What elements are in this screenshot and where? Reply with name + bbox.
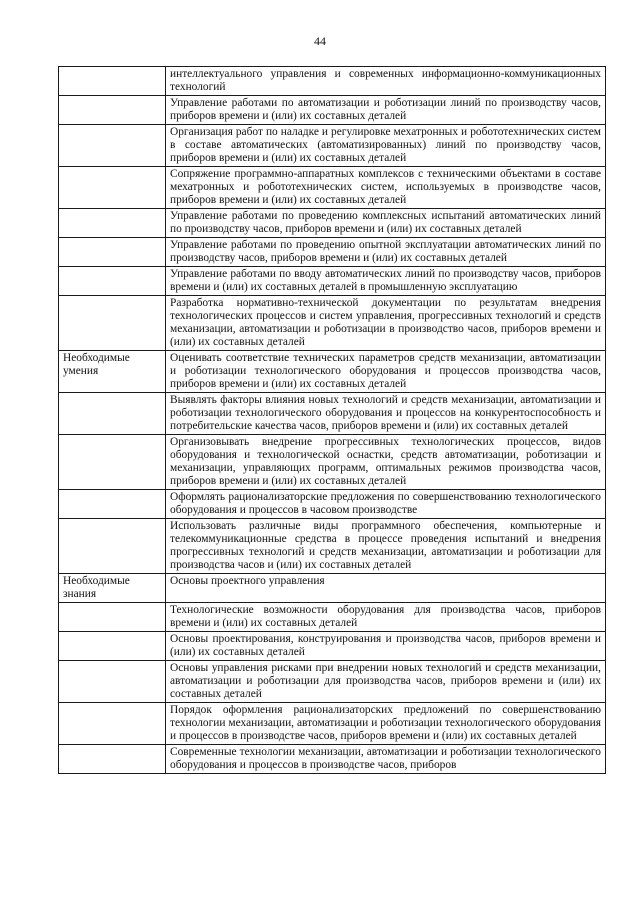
row-label-cell xyxy=(59,96,166,125)
row-label-cell xyxy=(59,167,166,209)
table-row xyxy=(59,238,606,267)
requirement-text: Организация работ по наладке и регулировке мехатронных и робототехнических систем в составе автоматических (автоматизированных) линий по производству часов, приборов времени и (или) их составных деталей xyxy=(166,125,606,167)
requirement-text: Управление работами по вводу автоматических линий по производству часов, приборов времени и (или) их составных деталей в промышленную эксплуатацию xyxy=(166,267,606,296)
requirement-text: Выявлять факторы влияния новых технологий и средств механизации, автоматизации и роботизации технологического оборудования и процессов на конкурентоспособность и потребительские качества часов, приборов времени и (или) их составных деталей xyxy=(166,393,606,435)
table-row xyxy=(59,167,606,209)
requirement-text: Управление работами по проведению опытной эксплуатации автоматических линий по производству часов, приборов времени и (или) их составных деталей xyxy=(166,238,606,267)
row-label-cell xyxy=(59,393,166,435)
requirement-text: Оценивать соответствие технических параметров средств механизации, автоматизации и роботизации технологического оборудования и процессов производства часов, приборов времени и (или) их составных деталей xyxy=(166,351,606,393)
section-label: Необходимые знания xyxy=(63,575,130,600)
row-label-cell xyxy=(59,703,166,745)
table-row xyxy=(59,96,606,125)
requirement-text: Порядок оформления рационализаторских предложений по совершенствованию технологии механизации, автоматизации и роботизации технологического оборудования и процессов в производстве часов, приборов времени и (или) их составных деталей xyxy=(166,703,606,745)
table-row xyxy=(59,209,606,238)
row-label-cell xyxy=(59,632,166,661)
requirements-table-body xyxy=(59,67,606,774)
table-row xyxy=(59,574,606,603)
requirement-text: Основы проектирования, конструирования и производства часов, приборов времени и (или) их составных деталей xyxy=(166,632,606,661)
requirement-text: Управление работами по автоматизации и роботизации линий по производству часов, приборов времени и (или) их составных деталей xyxy=(166,96,606,125)
table-row xyxy=(59,519,606,574)
row-label-cell xyxy=(59,745,166,774)
row-label-cell xyxy=(59,603,166,632)
row-label-cell xyxy=(59,519,166,574)
row-label-cell xyxy=(59,238,166,267)
table-row xyxy=(59,703,606,745)
table-row xyxy=(59,490,606,519)
table-row xyxy=(59,603,606,632)
table-row xyxy=(59,351,606,393)
row-label-cell xyxy=(59,661,166,703)
table-row xyxy=(59,435,606,490)
requirement-text: интеллектуального управления и современных информационно-коммуникационных технологий xyxy=(166,67,606,96)
requirement-text: Основы управления рисками при внедрении новых технологий и средств механизации, автоматизации и роботизации для производства часов, приборов времени и (или) их составных деталей xyxy=(166,661,606,703)
table-row xyxy=(59,296,606,351)
requirement-text: Использовать различные виды программного обеспечения, компьютерные и телекоммуникационные средства в процессе проведения испытаний и внедрения прогрессивных технологий и средств механизации, автоматизации и роботизации для производства часов и (или) их составных деталей xyxy=(166,519,606,574)
table-row xyxy=(59,745,606,774)
row-label-cell xyxy=(59,125,166,167)
row-label-cell xyxy=(59,435,166,490)
table-row xyxy=(59,393,606,435)
requirement-text: Сопряжение программно-аппаратных комплексов с техническими объектами в составе мехатронных и робототехнических систем, используемых в производстве часов, приборов времени и (или) их составных деталей xyxy=(166,167,606,209)
row-label-cell xyxy=(59,351,166,393)
table-row xyxy=(59,67,606,96)
requirement-text: Основы проектного управления xyxy=(166,574,606,603)
requirement-text: Управление работами по проведению комплексных испытаний автоматических линий по производству часов, приборов времени и (или) их составных деталей xyxy=(166,209,606,238)
requirement-text: Разработка нормативно-технической документации по результатам внедрения технологических процессов и систем управления, прогрессивных технологий и средств механизации, автоматизации и роботизации в производство часов, приборов времени и (или) их составных деталей xyxy=(166,296,606,351)
requirements-table xyxy=(58,66,606,774)
row-label-cell xyxy=(59,490,166,519)
row-label-cell xyxy=(59,67,166,96)
row-label-cell xyxy=(59,296,166,351)
page-number: 44 xyxy=(314,34,326,48)
row-label-cell xyxy=(59,267,166,296)
table-row xyxy=(59,267,606,296)
table-row xyxy=(59,125,606,167)
requirement-text: Технологические возможности оборудования для производства часов, приборов времени и (или) их составных деталей xyxy=(166,603,606,632)
row-label-cell xyxy=(59,574,166,603)
requirement-text: Современные технологии механизации, автоматизации и роботизации технологического оборудования и процессов в производстве часов, приборов xyxy=(166,745,606,774)
table-row xyxy=(59,632,606,661)
table-row xyxy=(59,661,606,703)
requirement-text: Оформлять рационализаторские предложения по совершенствованию технологического оборудования и процессов в часовом производстве xyxy=(166,490,606,519)
requirement-text: Организовывать внедрение прогрессивных технологических процессов, видов оборудования и технологической оснастки, средств автоматизации, роботизации и механизации, управляющих программ, оптимальных режимов производства часов, приборов времени и (или) их составных деталей xyxy=(166,435,606,490)
row-label-cell xyxy=(59,209,166,238)
section-label: Необходимые умения xyxy=(63,352,130,377)
